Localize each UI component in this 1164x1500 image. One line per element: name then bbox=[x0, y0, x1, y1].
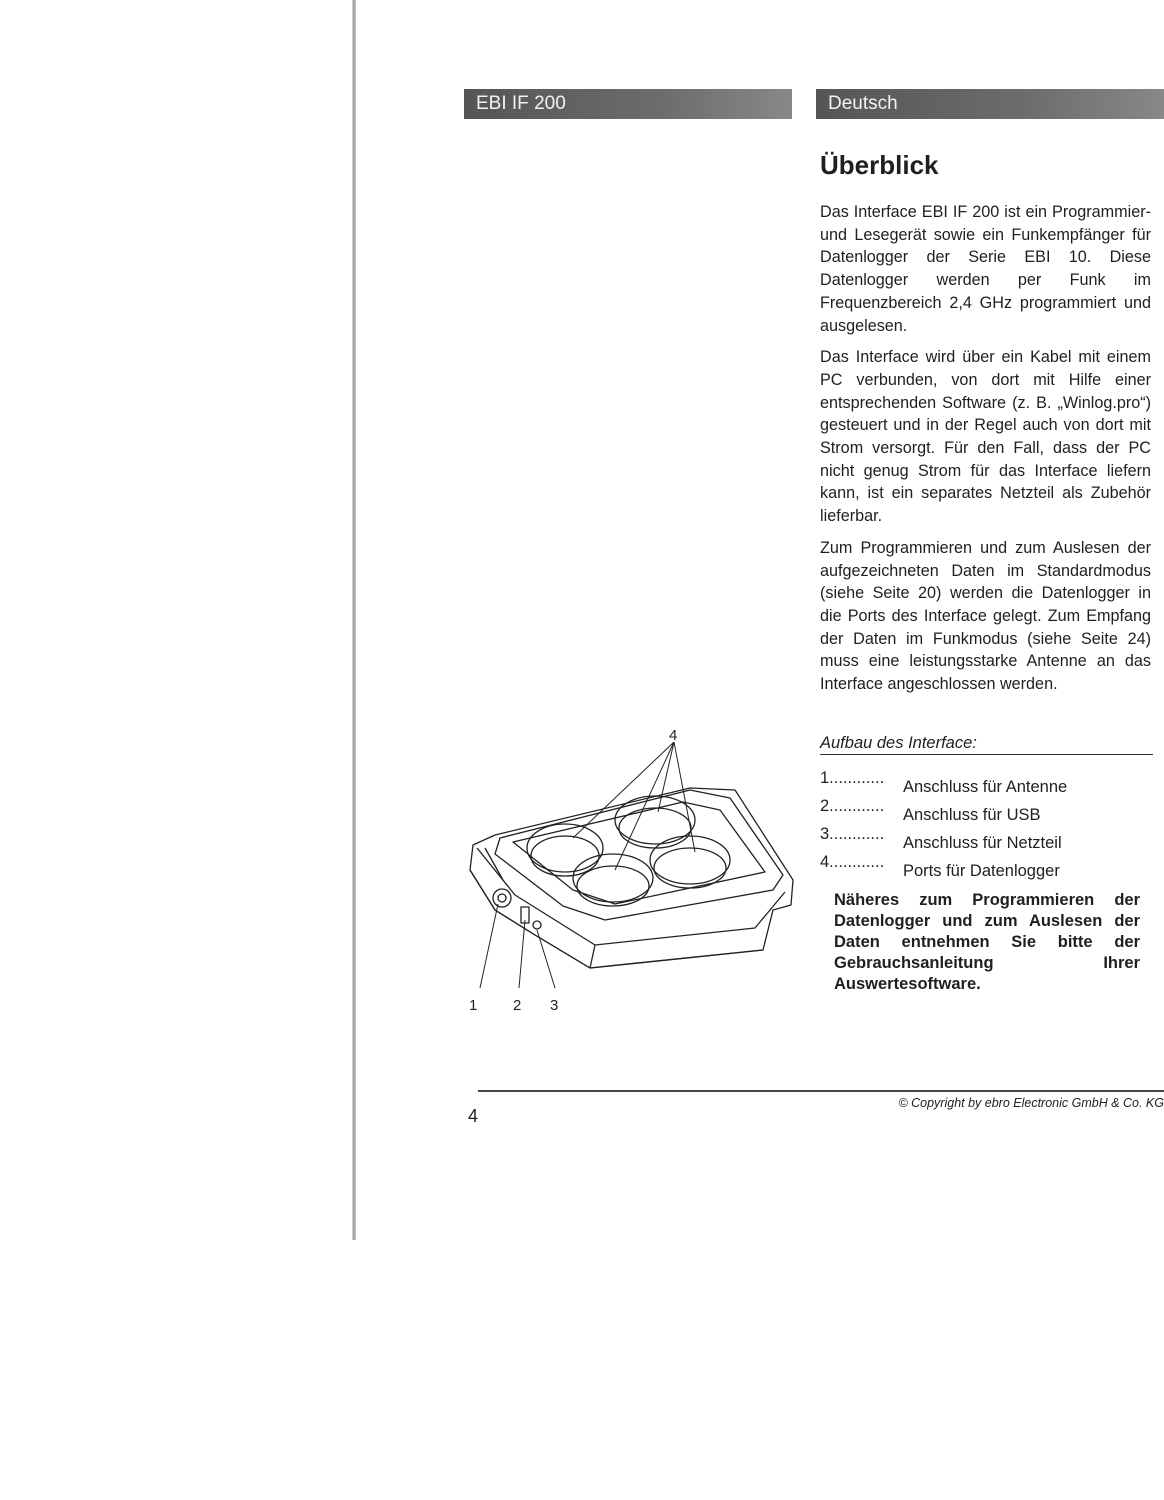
page-number: 4 bbox=[468, 1106, 479, 1126]
product-title: EBI IF 200 bbox=[476, 93, 566, 114]
legend-label: Anschluss für Netzteil bbox=[903, 834, 1062, 852]
antenna-connector bbox=[493, 889, 511, 907]
power-connector bbox=[533, 921, 541, 929]
header-bar-right bbox=[816, 89, 1164, 119]
label-2: 2 bbox=[513, 997, 522, 1014]
interface-device-figure bbox=[455, 720, 815, 1030]
footer-rule bbox=[478, 1090, 1164, 1092]
port bbox=[650, 836, 730, 884]
legend-item bbox=[820, 792, 1160, 824]
paragraph: Das Interface EBI IF 200 ist ein Programmier- und Lesegerät sowie ein Funkempfänger für Datenlogger der Serie EBI 10. Diese Datenlogger werden per Funk im Frequenzbereich 2,4 GHz programmiert und ausgelesen. bbox=[820, 203, 1151, 335]
legend-label: Anschluss für Antenne bbox=[903, 778, 1068, 796]
header-bar-left bbox=[464, 89, 792, 119]
legend-number: 3............ bbox=[820, 825, 885, 843]
legend-item bbox=[820, 820, 1160, 852]
copyright: © Copyright by ebro Electronic GmbH & Co. KG bbox=[898, 1096, 1164, 1110]
legend-label: Anschluss für USB bbox=[903, 806, 1041, 824]
port bbox=[573, 854, 653, 902]
paragraph: Zum Programmieren und zum Auslesen der aufgezeichneten Daten im Standardmodus (siehe Seite 20) werden die Datenlogger in die Ports des Interface gelegt. Zum Empfang der Daten im Funkmodus (siehe Seite 24) muss eine leistungsstarke Antenne an das Interface angeschlossen werden. bbox=[820, 538, 1151, 694]
legend-label: Ports für Datenlogger bbox=[903, 862, 1060, 880]
note-text: Näheres zum Programmieren der Datenlogger und zum Auslesen der Daten entnehmen Sie bitte der Gebrauchsanleitung Ihrer Auswertesoftware. bbox=[834, 891, 1140, 993]
port bbox=[527, 824, 603, 872]
legend-number: 2............ bbox=[820, 797, 885, 815]
label-4: 4 bbox=[669, 727, 678, 744]
legend-item bbox=[820, 848, 1160, 880]
body-text bbox=[820, 201, 1151, 705]
subheading: Aufbau des Interface: bbox=[820, 733, 1153, 755]
binding-edge bbox=[352, 0, 356, 1240]
section-title: Überblick bbox=[820, 150, 939, 180]
legend-item bbox=[820, 764, 1160, 796]
label-1: 1 bbox=[469, 997, 478, 1014]
label-3: 3 bbox=[550, 997, 559, 1014]
paragraph: Das Interface wird über ein Kabel mit einem PC verbunden, von dort mit Hilfe einer entsprechenden Software (z. B. „Winlog.pro“) gesteuert und in der Regel auch von dort mit Strom versorgt. Für den Fall, dass der PC nicht genug Strom für das Interface liefern kann, ist ein separates Netzteil als Zubehör lieferbar. bbox=[820, 348, 1151, 526]
legend-list bbox=[820, 764, 1160, 880]
language-title: Deutsch bbox=[828, 93, 898, 114]
legend-number: 4............ bbox=[820, 853, 885, 871]
legend-number: 1............ bbox=[820, 769, 885, 787]
